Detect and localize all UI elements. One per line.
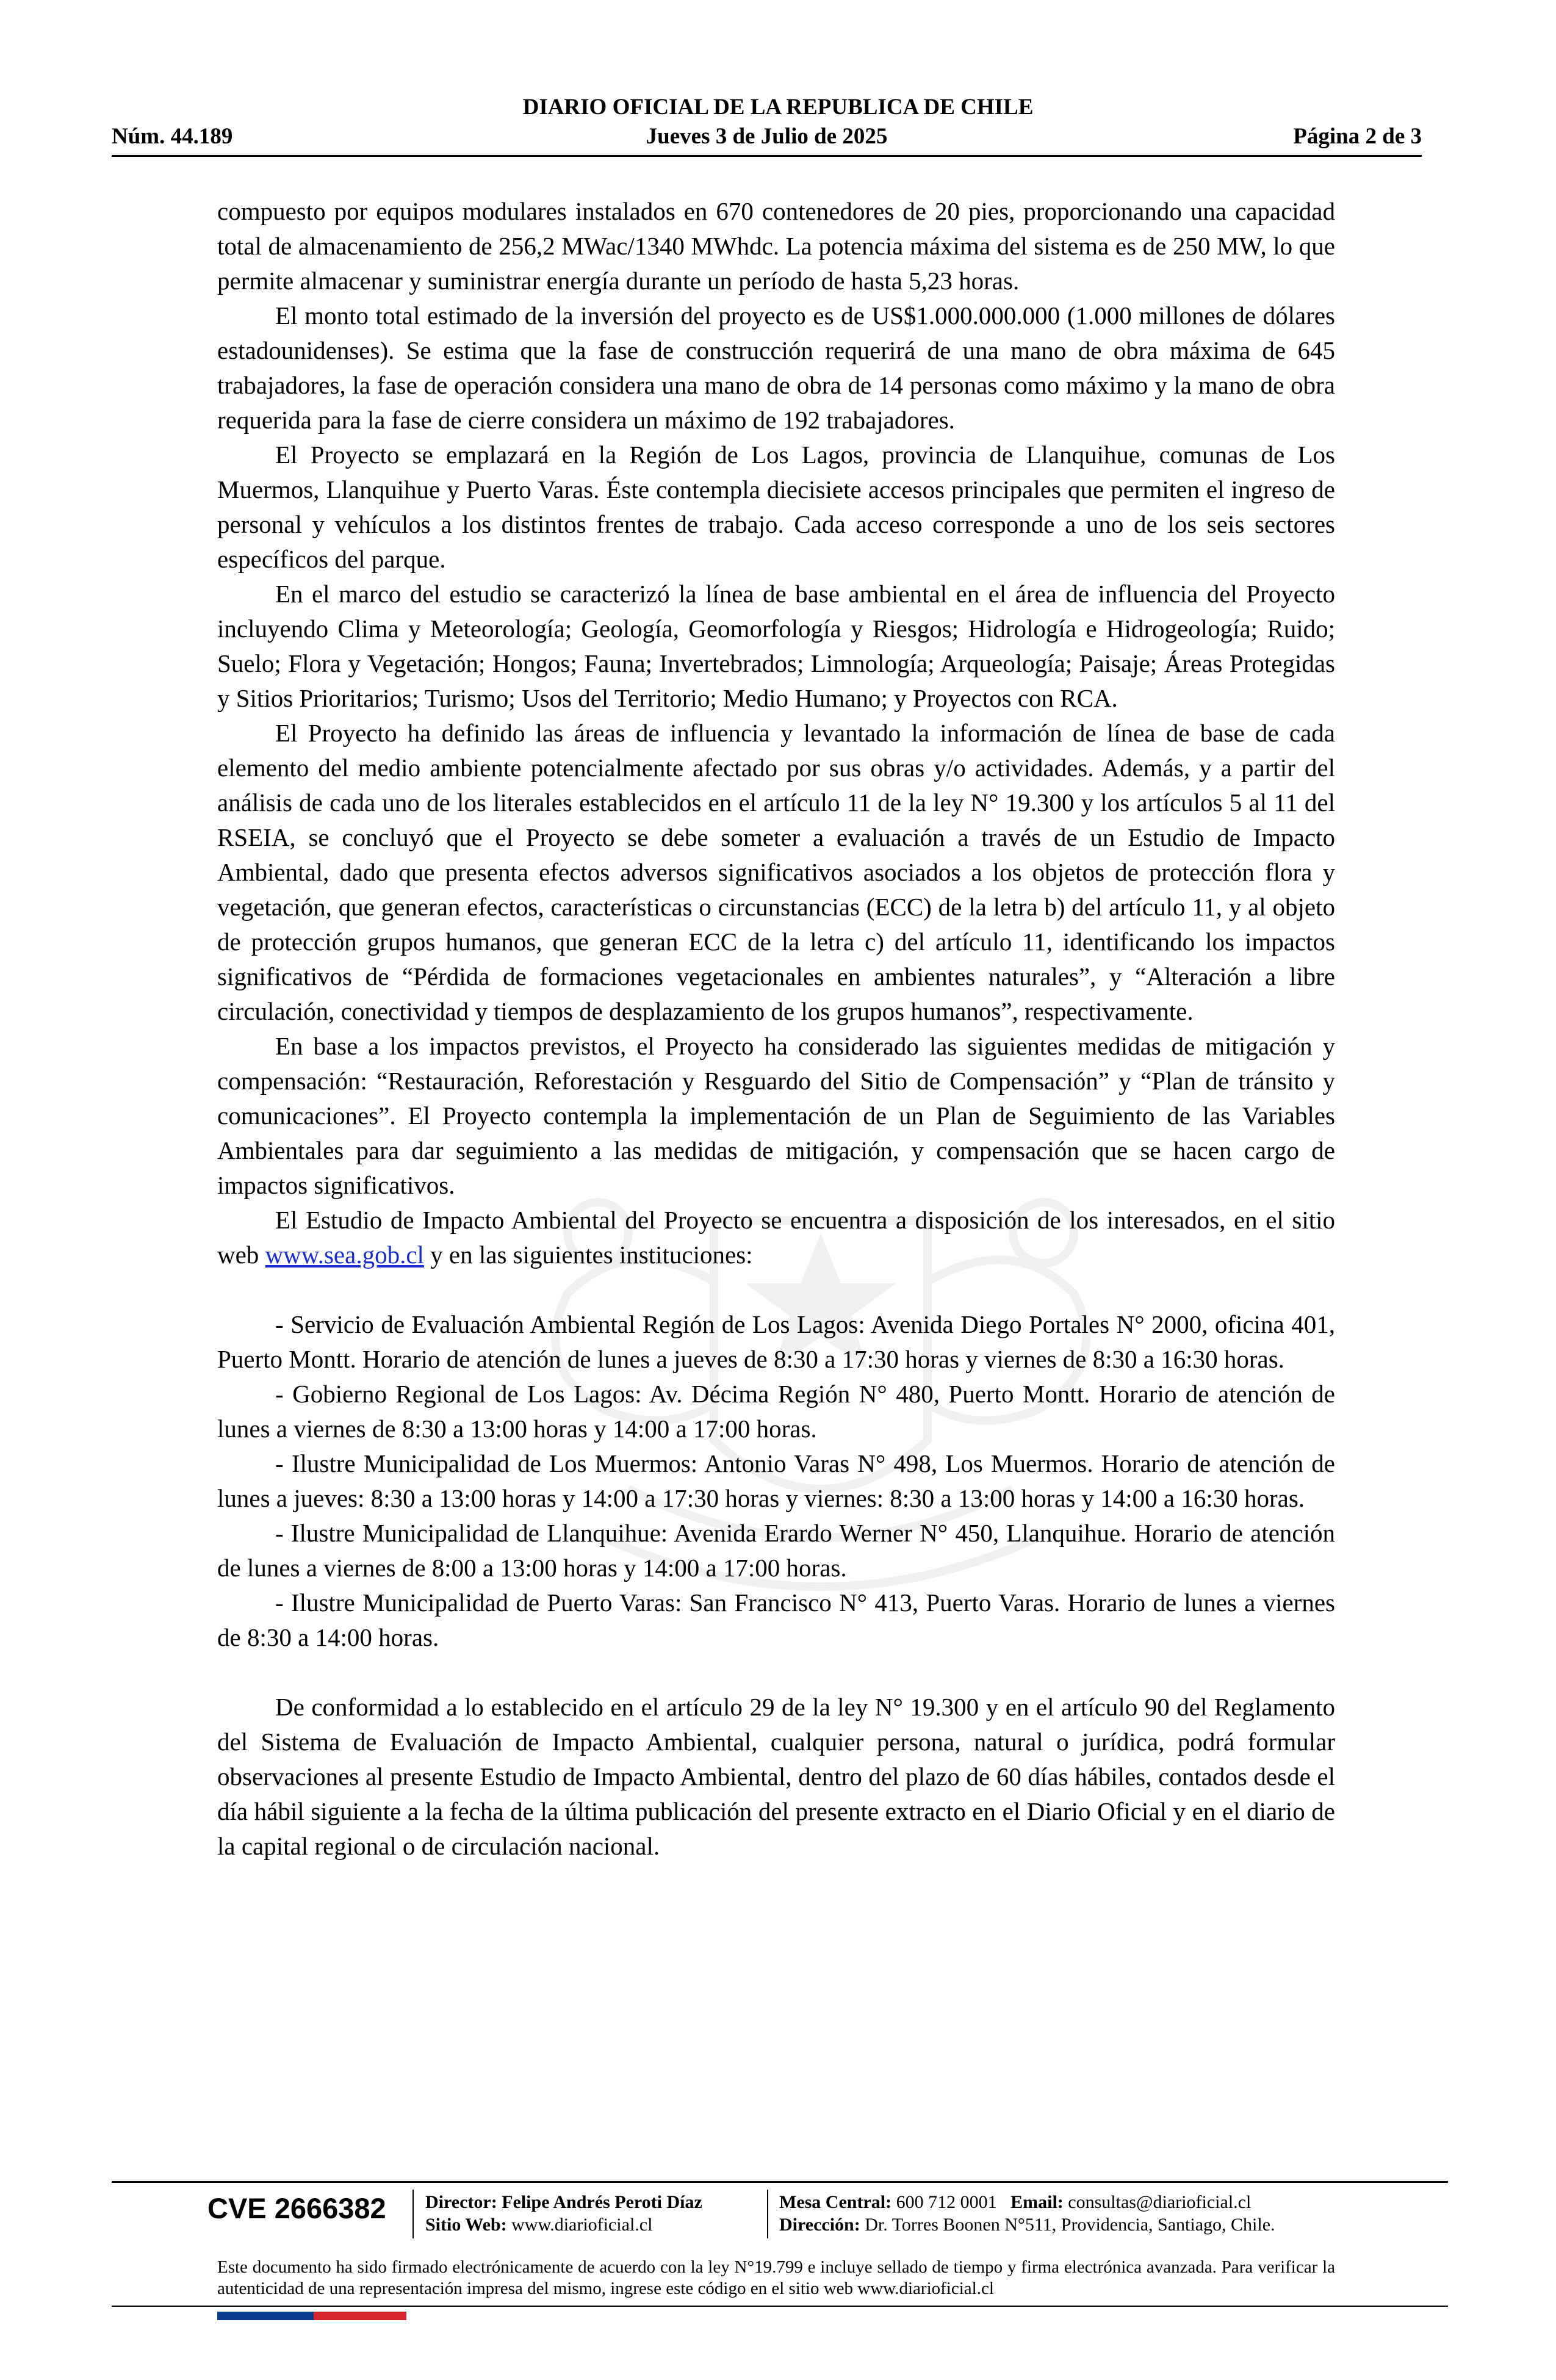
address-label: Dirección:	[779, 2215, 860, 2235]
paragraph: compuesto por equipos modulares instalados en 670 contenedores de 20 pies, proporcionando una capacidad total de almacenamiento de 256,2 MWac/1340 MWhdc. La potencia máxima del sistema es de 250 MW, lo que permite almacenar y suministrar energía durante un período de hasta 5,23 horas.	[217, 197, 1335, 295]
paragraph-availability	[217, 1203, 1335, 1272]
flag-stripe-blue	[217, 2312, 314, 2320]
legal-notice: Este documento ha sido firmado electrónicamente de acuerdo con la ley N°19.799 e incluye sellado de tiempo y firma electrónica avanzada. Para verificar la autenticidad de una representación impresa del mismo, ingrese este código en el sitio web www.diarioficial.cl	[217, 2257, 1335, 2298]
legal-divider	[112, 2306, 1448, 2307]
director-name: Felipe Andrés Peroti Díaz	[502, 2192, 702, 2212]
footer-contact-block	[779, 2191, 1275, 2236]
paragraph-spacer	[217, 1272, 1335, 1307]
document-body	[217, 194, 1335, 1864]
website-value[interactable]: www.diarioficial.cl	[511, 2215, 653, 2235]
institution-item: - Gobierno Regional de Los Lagos: Av. Décima Región N° 480, Puerto Montt. Horario de atención de lunes a viernes de 8:30 a 13:00 horas y 14:00 a 17:00 horas.	[217, 1380, 1335, 1443]
address-value: Dr. Torres Boonen N°511, Providencia, Santiago, Chile.	[865, 2215, 1275, 2235]
email-value[interactable]: consultas@diarioficial.cl	[1068, 2192, 1252, 2212]
email-label: Email:	[1010, 2192, 1064, 2212]
mesa-central-value: 600 712 0001	[896, 2192, 997, 2212]
paragraph: El Proyecto ha definido las áreas de influencia y levantado la información de línea de base de cada elemento del medio ambiente potencialmente afectado por sus obras y/o actividades. Además, y a partir del análisis de cada uno de los literales establecidos en el artículo 11 de la ley N° 19.300 y los artículos 5 al 11 del RSEIA, se concluyó que el Proyecto se debe someter a evaluación a través de un Estudio de Impacto Ambiental, dado que presenta efectos adversos significativos asociados a los objetos de protección flora y vegetación, que generan efectos, características o circunstancias (ECC) de la letra b) del artículo 11, y al objeto de protección grupos humanos, que generan ECC de la letra c) del artículo 11, identificando los impactos significativos de “Pérdida de formaciones vegetacionales en ambientes naturales”, y “Alteración a libre circulación, conectividad y tiempos de desplazamiento de los grupos humanos”, respectivamente.	[217, 719, 1335, 1025]
footer-separator	[412, 2190, 414, 2238]
paragraph: El Proyecto se emplazará en la Región de Los Lagos, provincia de Llanquihue, comunas de Los Muermos, Llanquihue y Puerto Varas. Éste contempla diecisiete accesos principales que permiten el ingreso de personal y vehículos a los distintos frentes de trabajo. Cada acceso corresponde a uno de los seis sectores específicos del parque.	[217, 441, 1335, 573]
sea-website-link[interactable]: www.sea.gob.cl	[265, 1241, 424, 1269]
institution-item: - Ilustre Municipalidad de Los Muermos: Antonio Varas N° 498, Los Muermos. Horario de atención de lunes a jueves: 8:30 a 13:00 horas y 14:00 a 17:30 horas y viernes: 8:30 a 13:00 horas y 14:00 a 16:30 horas.	[217, 1449, 1335, 1512]
issue-number: Núm. 44.189	[112, 124, 233, 149]
institution-item: - Servicio de Evaluación Ambiental Región de Los Lagos: Avenida Diego Portales N° 2000, oficina 401, Puerto Montt. Horario de atención de lunes a jueves de 8:30 a 17:30 horas y viernes de 8:30 a 16:30 horas.	[217, 1310, 1335, 1373]
issue-date: Jueves 3 de Julio de 2025	[646, 124, 888, 149]
footer-separator	[767, 2190, 768, 2238]
page-number: Página 2 de 3	[1293, 124, 1422, 149]
footer-director-block	[425, 2191, 702, 2236]
institution-item: - Ilustre Municipalidad de Puerto Varas: San Francisco N° 413, Puerto Varas. Horario de lunes a viernes de 8:30 a 14:00 horas.	[217, 1588, 1335, 1651]
header-divider	[112, 155, 1422, 157]
availability-text-end: y en las siguientes instituciones:	[423, 1241, 753, 1269]
paragraph: En base a los impactos previstos, el Proyecto ha considerado las siguientes medidas de mitigación y compensación: “Restauración, Reforestación y Resguardo del Sitio de Compensación” y “Plan de tránsito y comunicaciones”. El Proyecto contempla la implementación de un Plan de Seguimiento de las Variables Ambientales para dar seguimiento a las medidas de mitigación, y compensación que se hacen cargo de impactos significativos.	[217, 1032, 1335, 1199]
institution-item: - Ilustre Municipalidad de Llanquihue: Avenida Erardo Werner N° 450, Llanquihue. Horario de atención de lunes a viernes de 8:00 a 13:00 horas y 14:00 a 17:00 horas.	[217, 1519, 1335, 1582]
paragraph: En el marco del estudio se caracterizó la línea de base ambiental en el área de influencia del Proyecto incluyendo Clima y Meteorología; Geología, Geomorfología y Riesgos; Hidrología e Hidrogeología; Ruido; Suelo; Flora y Vegetación; Hongos; Fauna; Invertebrados; Limnología; Arqueología; Paisaje; Áreas Protegidas y Sitios Prioritarios; Turismo; Usos del Territorio; Medio Humano; y Proyectos con RCA.	[217, 580, 1335, 712]
director-label: Director:	[425, 2192, 497, 2212]
website-label: Sitio Web:	[425, 2215, 507, 2235]
flag-stripe-red	[314, 2312, 406, 2320]
paragraph: De conformidad a lo establecido en el artículo 29 de la ley N° 19.300 y en el artículo 90 del Reglamento del Sistema de Evaluación de Impacto Ambiental, cualquier persona, natural o jurídica, podrá formular observaciones al presente Estudio de Impacto Ambiental, dentro del plazo de 60 días hábiles, contados desde el día hábil siguiente a la fecha de la última publicación del presente extracto en el Diario Oficial y en el diario de la capital regional o de circulación nacional.	[217, 1693, 1335, 1860]
availability-text: El Estudio de Impacto Ambiental del Proyecto se encuentra a disposición de los interesados, en el sitio web	[217, 1206, 1335, 1269]
paragraph: El monto total estimado de la inversión del proyecto es de US$1.000.000.000 (1.000 millones de dólares estadounidenses). Se estima que la fase de construcción requerirá de una mano de obra máxima de 645 trabajadores, la fase de operación considera una mano de obra de 14 personas como máximo y la mano de obra requerida para la fase de cierre considera un máximo de 192 trabajadores.	[217, 301, 1335, 434]
header-row	[112, 122, 1422, 151]
paragraph-spacer	[217, 1655, 1335, 1690]
cve-code: CVE 2666382	[207, 2192, 386, 2224]
mesa-central-label: Mesa Central:	[779, 2192, 892, 2212]
publication-title: DIARIO OFICIAL DE LA REPUBLICA DE CHILE	[522, 95, 1034, 120]
footer-divider	[112, 2181, 1448, 2183]
